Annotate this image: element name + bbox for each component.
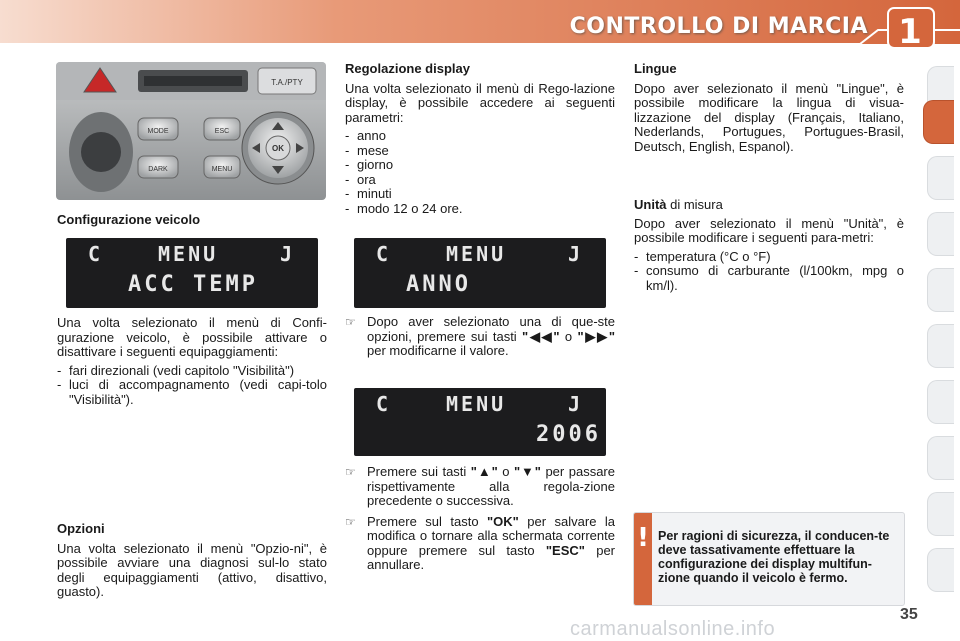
options-heading: Opzioni — [57, 521, 105, 536]
languages-text: Dopo aver selezionato il menù "Lingue", è possibile modificare la lingua di visua-lizzazione del display (Français, Italiano, Nederlands, Portugues, Portugues-Brasil, Deutsch, English, Espanol). — [634, 80, 904, 154]
control-panel-photo — [56, 62, 326, 200]
display-line2: 2006 — [536, 422, 601, 447]
chapter-tabs — [924, 66, 954, 572]
display-params-list — [345, 129, 615, 216]
display-settings-intro: Una volta selezionato il menù di Rego-lazione display, è possibile accedere ai seguenti parametri: — [345, 80, 615, 125]
step1-text: Dopo aver selezionato una di que-ste opzioni, premere sui tasti — [367, 314, 615, 344]
list-item: - giorno — [345, 158, 615, 173]
step-modify-value — [345, 315, 615, 365]
forward-key-label: "▶▶" — [577, 328, 615, 344]
units-text: Dopo aver selezionato il menù "Unità", è possibile modificare i seguenti para-metri: — [634, 215, 904, 245]
step1-end: per modificarne il valore. — [367, 343, 509, 358]
steps-navigate-save — [345, 465, 615, 579]
chapter-number: 1 — [898, 12, 922, 52]
display-line1-mid: MENU — [446, 392, 507, 416]
step3-end: per annullare. — [367, 542, 616, 572]
display-line1-right: J — [280, 242, 296, 266]
chapter-tab[interactable] — [927, 436, 954, 480]
dark-button-label: DARK — [148, 166, 168, 173]
chapter-tab[interactable] — [927, 156, 954, 200]
chapter-tab[interactable] — [927, 548, 954, 592]
options-section — [57, 522, 327, 604]
ta-pty-button-label: T.A./PTY — [271, 78, 303, 87]
list-item: - modo 12 o 24 ore. — [345, 202, 615, 217]
chapter-tab[interactable] — [927, 380, 954, 424]
watermark: carmanualsonline.info — [570, 618, 776, 640]
hand-pointer-icon: ☞ — [345, 514, 356, 529]
display-line1-right: J — [568, 242, 584, 266]
ok-button-label: OK — [272, 144, 284, 153]
esc-key-label: "ESC" — [545, 542, 585, 558]
display-line1-mid: MENU — [446, 242, 507, 266]
units-heading-suffix: di misura — [666, 197, 723, 212]
warning-text: Per ragioni di sicurezza, il conducen-te deve tassativamente effettuare la configurazione dei display multifun-zione quando il veicolo è fermo. — [658, 529, 890, 585]
down-key-label: "▼" — [513, 464, 541, 479]
list-item: - mese — [345, 144, 615, 159]
display-year — [354, 388, 606, 456]
exclamation-icon: ! — [637, 523, 649, 553]
list-item: - anno — [345, 129, 615, 144]
step3-mid: per salvare la modifica o tornare alla schermata corrente oppure premere sul tasto — [367, 513, 615, 558]
menu-button-label: MENU — [211, 166, 233, 173]
esc-button-label: ESC — [214, 128, 230, 135]
chapter-tab[interactable] — [927, 324, 954, 368]
vehicle-config-body — [57, 316, 327, 407]
column-languages — [634, 62, 904, 158]
display-line2: ANNO — [406, 272, 471, 297]
chapter-tab[interactable] — [927, 212, 954, 256]
vehicle-config-intro: Una volta selezionato il menù di Confi-gurazione veicolo, è possibile attivare o disattivare i seguenti equipaggiamenti: — [57, 315, 327, 359]
page-title: CONTROLLO DI MARCIA — [569, 14, 868, 39]
step2-text: Premere sui tasti — [367, 464, 471, 479]
display-anno — [354, 238, 606, 308]
list-item: - ora — [345, 173, 615, 188]
vehicle-config-heading: Configurazione veicolo — [57, 212, 201, 227]
options-text: Una volta selezionato il menù "Opzio-ni", è possibile avviare una diagnosi sul-lo stato degli equipaggiamenti (attivo, disattivo, guasto). — [57, 540, 327, 599]
chapter-tab-active[interactable] — [923, 100, 954, 144]
step2-end: per passare rispettivamente alla regola-zione precedente o successiva. — [367, 464, 615, 508]
column-vehicle-config — [57, 213, 327, 233]
step2-or: o — [497, 464, 514, 479]
step1-or: o — [559, 328, 578, 344]
up-key-label: "▲" — [470, 464, 498, 479]
units-section — [634, 198, 904, 293]
display-settings-heading: Regolazione display — [345, 61, 470, 76]
units-list — [634, 250, 904, 294]
page-number: 35 — [900, 606, 918, 623]
chapter-tab[interactable] — [927, 268, 954, 312]
languages-heading: Lingue — [634, 61, 677, 76]
hand-pointer-icon: ☞ — [345, 315, 356, 329]
display-line1-left: C — [376, 392, 392, 416]
step3-text: Premere sul tasto — [367, 513, 487, 529]
display-line1-left: C — [88, 242, 104, 266]
safety-warning-box — [633, 512, 905, 606]
mode-button-label: MODE — [147, 128, 169, 135]
list-item: - minuti — [345, 187, 615, 202]
list-item: - temperatura (°C o °F) — [634, 250, 904, 265]
chapter-tab[interactable] — [927, 492, 954, 536]
display-line1-right: J — [568, 392, 584, 416]
list-item: - consumo di carburante (l/100km, mpg o km/l). — [634, 264, 904, 293]
ok-key-label: "OK" — [487, 513, 519, 529]
page-header — [0, 0, 960, 52]
display-line2: ACC TEMP — [128, 272, 258, 297]
display-acc-temp — [66, 238, 318, 308]
display-line1-left: C — [376, 242, 392, 266]
vehicle-config-list — [57, 364, 327, 408]
hand-pointer-icon: ☞ — [345, 465, 356, 479]
rewind-key-label: "◀◀" — [522, 328, 560, 344]
column-display-settings — [345, 62, 615, 216]
list-item: - fari direzionali (vedi capitolo "Visibilità") — [57, 364, 327, 379]
units-heading: Unità — [634, 197, 667, 212]
display-line1-mid: MENU — [158, 242, 219, 266]
list-item: - luci di accompagnamento (vedi capi-tolo "Visibilità"). — [57, 378, 327, 407]
